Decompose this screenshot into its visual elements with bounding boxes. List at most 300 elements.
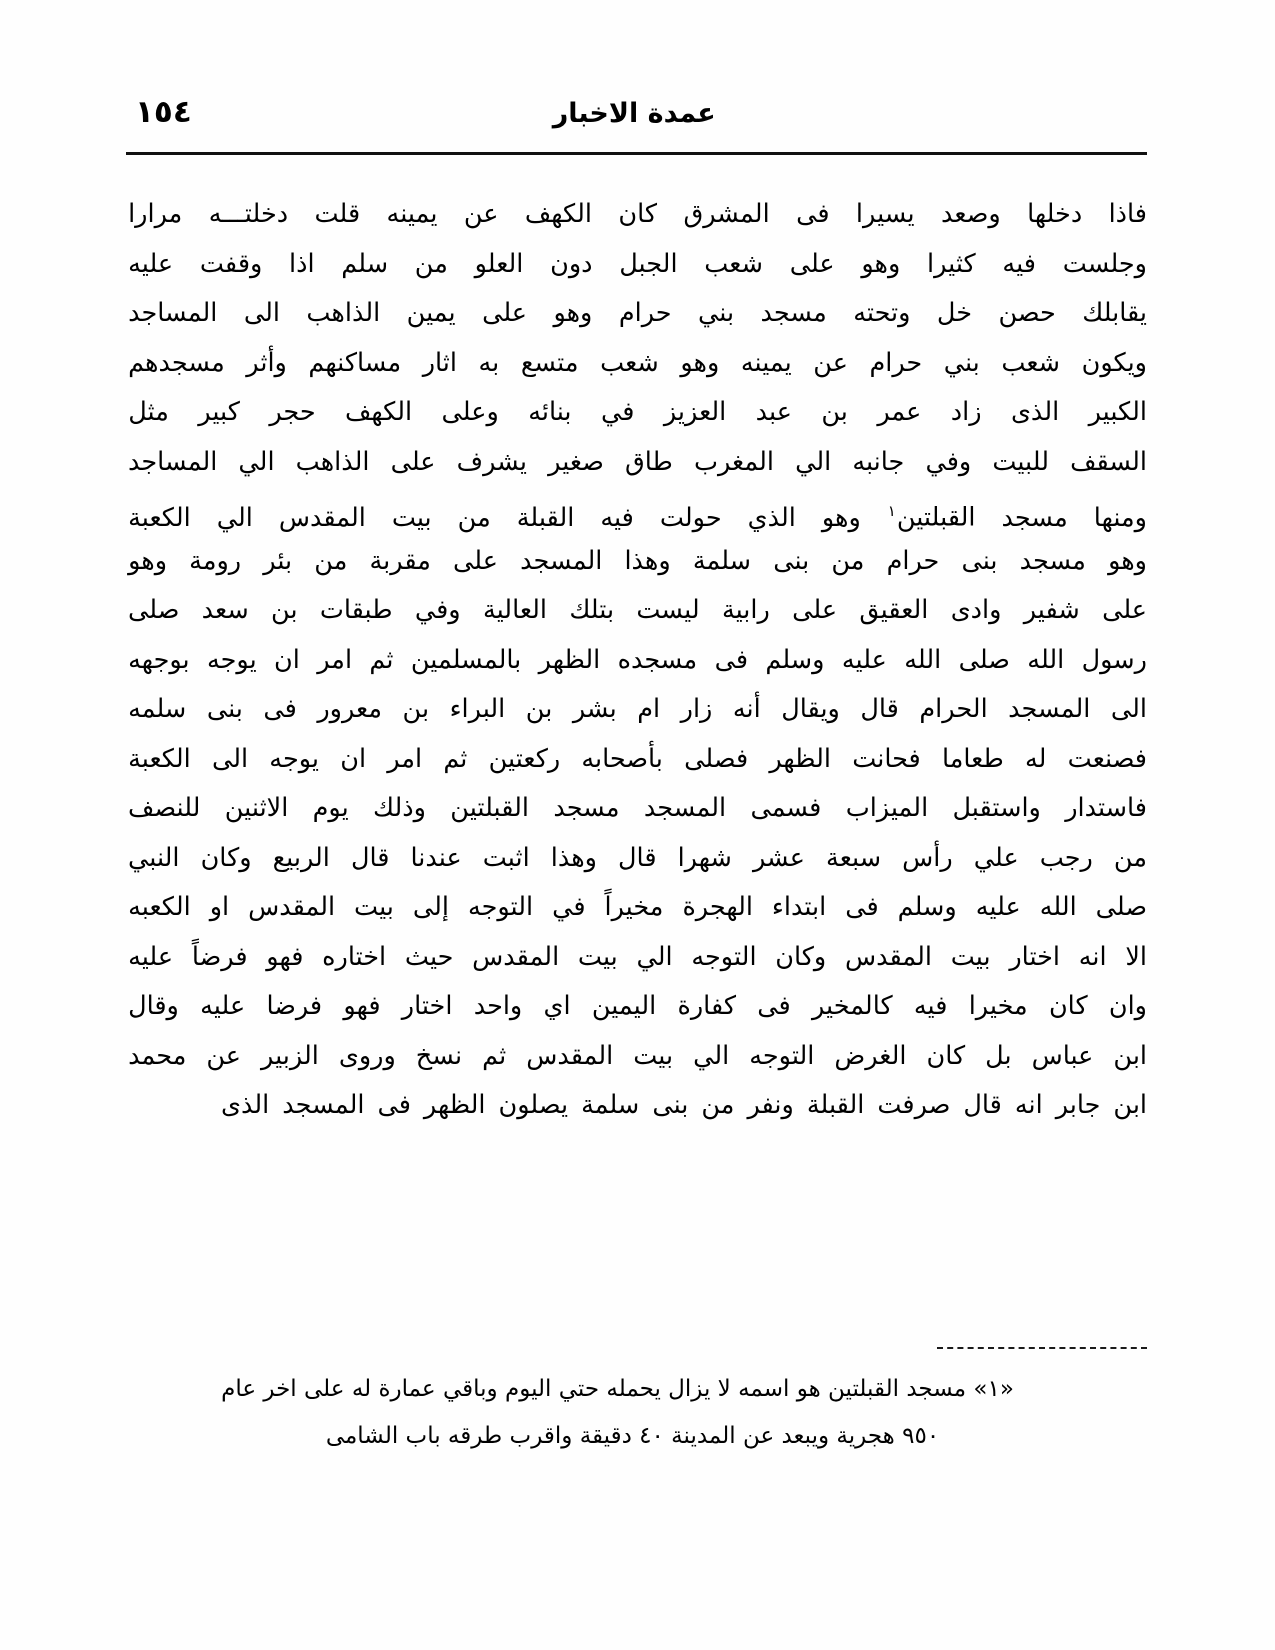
body-word: بشر (572, 694, 617, 724)
body-word: مسجد (1019, 545, 1086, 576)
body-word: له (1024, 743, 1047, 774)
footnote-line (128, 1366, 1147, 1413)
body-word: يمين (406, 298, 456, 328)
body-text-block (128, 190, 1147, 1131)
body-word: سلم (341, 248, 389, 279)
body-word: او (209, 892, 230, 922)
body-word: مسجد (1001, 502, 1068, 533)
body-word: المساجد (128, 446, 218, 477)
body-word: إلى (412, 892, 449, 922)
body-word: وتحته (853, 298, 911, 328)
body-word: رسول (1081, 644, 1147, 675)
body-word: بتلك (569, 595, 615, 625)
body-word: بن (821, 397, 848, 427)
body-word: من (1113, 842, 1147, 873)
body-word: فصلى (684, 743, 749, 774)
body-line (128, 933, 1147, 983)
body-word: عشر (752, 842, 805, 873)
body-word: شهرا (677, 842, 732, 873)
body-word: مقربة (369, 545, 431, 576)
body-word: حيث (404, 941, 454, 972)
body-word: وهو (680, 347, 720, 378)
body-word: بنى (773, 545, 810, 576)
body-word: امر (317, 644, 353, 675)
body-line (128, 586, 1147, 636)
body-word: النبي (128, 842, 180, 873)
body-word: دون (550, 248, 593, 279)
body-word: اختار (1009, 941, 1060, 972)
body-word: العلو (474, 248, 524, 279)
body-word: للبيت (992, 446, 1049, 477)
body-word: متسع (520, 347, 579, 378)
body-word: اليمين (591, 991, 657, 1021)
body-word: اختاره (322, 941, 387, 972)
body-word: الى (211, 743, 249, 774)
body-word: جابر (1055, 1090, 1101, 1120)
body-word: مثل (128, 397, 169, 427)
body-word: يوجه (206, 644, 257, 675)
body-word: على (1102, 595, 1147, 625)
body-word: بيت (950, 941, 991, 972)
body-word: بيت (391, 502, 432, 533)
body-word: وهو (1108, 545, 1147, 576)
body-word: اثبت (482, 842, 530, 873)
body-word: وكان (200, 842, 252, 873)
body-word: يشرف (456, 446, 527, 477)
body-word: سلمة (692, 545, 752, 576)
body-word: علي (973, 842, 1019, 873)
body-word: بني (698, 298, 735, 328)
body-word: امر (387, 743, 423, 774)
body-word: بل (985, 1040, 1012, 1071)
body-word: التوجه (467, 892, 534, 922)
body-word: فاذا (1108, 199, 1147, 229)
body-line (128, 636, 1147, 686)
body-word: قال (963, 1090, 1002, 1120)
body-word: العزيز (663, 397, 727, 427)
body-word: الربيع (272, 842, 330, 873)
body-word: الله (1027, 644, 1065, 675)
body-word: سلمة (581, 1090, 640, 1120)
body-word: وسلم (897, 892, 957, 922)
body-word: اي (543, 991, 571, 1021)
body-word: الظهر (769, 743, 831, 774)
body-word: بني (943, 347, 980, 378)
body-word: زار (680, 694, 713, 724)
body-word: الغرض (834, 1040, 907, 1071)
body-word: الي (238, 446, 275, 477)
body-word: البراء (449, 694, 506, 724)
body-word: الي (636, 941, 673, 972)
body-word: المسجد (1008, 694, 1091, 724)
body-word: دخلها (1027, 199, 1083, 229)
body-word: القبلتين$^١$ (887, 502, 976, 533)
body-word: محمد (128, 1040, 187, 1071)
body-word: الكهف (345, 397, 413, 427)
body-line (128, 1032, 1147, 1082)
body-word: ركعتين (488, 743, 561, 774)
body-word: رأس (902, 842, 953, 873)
body-word: المقدس (845, 941, 933, 972)
body-word: اثار (422, 347, 457, 378)
body-word: ليست (636, 595, 700, 625)
body-word: فحانت (852, 743, 921, 774)
body-word: ومنها (1093, 502, 1147, 533)
body-word: بيت (633, 1040, 674, 1071)
body-word: الهجرة (682, 892, 753, 922)
body-word: كان (1048, 991, 1088, 1021)
body-word: بيت (354, 892, 394, 922)
body-word: الى (243, 298, 280, 328)
body-word: الله (904, 644, 942, 675)
footnote-line (128, 1413, 1147, 1460)
page-header (125, 96, 1150, 148)
body-word: حرام (886, 545, 940, 576)
body-word: انه (1078, 941, 1107, 972)
body-word: الي (216, 502, 253, 533)
header-divider-rule (126, 152, 1147, 155)
body-word: عندنا (410, 842, 462, 873)
page-header-inner (125, 96, 1150, 148)
body-word: وقال (128, 991, 179, 1021)
body-word: رومة (189, 545, 242, 576)
body-word: وسلم (765, 644, 825, 675)
body-word: وادى (950, 595, 1002, 625)
body-word: ثم (443, 743, 468, 774)
body-word: فيه (1002, 248, 1036, 279)
body-word: فرضا (266, 991, 323, 1021)
body-word: سبعة (826, 842, 882, 873)
body-word: طعاما (941, 743, 1004, 774)
body-word: من (457, 502, 491, 533)
body-word: ام (637, 694, 661, 724)
body-word: ثم (482, 1040, 507, 1071)
body-word: القبلتين (450, 793, 529, 823)
body-word: بيت (577, 941, 618, 972)
body-word: عليه (128, 941, 174, 972)
body-word: فى (845, 892, 879, 922)
body-word: حرام (869, 347, 923, 378)
body-word: من (701, 1090, 735, 1120)
body-word: الكعبة (128, 743, 191, 774)
body-word: بأصحابه (581, 743, 663, 774)
body-word: ابن (1113, 1090, 1147, 1120)
body-word: فهو (343, 991, 381, 1021)
body-word: فى (377, 1090, 411, 1120)
body-line (128, 982, 1147, 1032)
body-word: مساكنهم (308, 347, 402, 378)
body-word: عباس (1031, 1040, 1094, 1071)
body-word: الله (1039, 892, 1077, 922)
body-word: من (414, 248, 448, 279)
body-word: دخلتـــه (208, 199, 289, 229)
body-word: الكهف (524, 199, 592, 229)
body-word: سعد (201, 595, 249, 625)
body-word: وان (1108, 991, 1147, 1021)
body-word: فى (757, 991, 791, 1021)
body-word: وكان (775, 941, 827, 972)
body-word: يوم (312, 793, 349, 823)
body-word: حصن (998, 298, 1056, 328)
body-word: فى (796, 199, 830, 229)
body-word: كان (618, 199, 658, 229)
body-word: الميزاب (845, 793, 929, 823)
body-word: من (314, 545, 348, 576)
footnote-block (128, 1366, 1147, 1460)
book-title: عمدة الاخبار (552, 98, 716, 129)
body-word: بن (525, 694, 553, 724)
body-word: الكعبة (128, 502, 191, 533)
footnote-text: ٩٥٠ هجرية ويبعد عن المدينة ٤٠ دقيقة واقرب طرقه باب الشامى (325, 1423, 940, 1449)
body-word: طاق (624, 446, 673, 477)
body-word: وهذا (624, 545, 671, 576)
body-word: فى (263, 694, 297, 724)
body-word: صلى (128, 595, 180, 625)
body-word: انه (1014, 1090, 1043, 1120)
page-number: ١٥٤ (135, 94, 192, 130)
body-word: رجب (1039, 842, 1093, 873)
body-word: مسجد (760, 298, 827, 328)
body-line (128, 438, 1147, 488)
body-word: اختار (401, 991, 453, 1021)
body-word: فصنعت (1067, 743, 1147, 774)
body-word: حرام (618, 298, 672, 328)
footnote-reference: ١ (887, 502, 896, 520)
body-word: العالية (482, 595, 547, 625)
body-word: وعلى (441, 397, 499, 427)
body-word: زاد (950, 397, 982, 427)
body-word: على (482, 298, 527, 328)
body-word: المقدس (472, 941, 560, 972)
body-word: المغرب (693, 446, 774, 477)
body-word: ويقال (781, 694, 840, 724)
body-word: به (478, 347, 500, 378)
body-word: سلمه (128, 694, 187, 724)
footnote-text: «١» مسجد القبلتين هو اسمه لا يزال يحمله حتي اليوم وباقي عمارة له على اخر عام (221, 1376, 1014, 1402)
body-word: وذلك (373, 793, 426, 823)
body-word: يسيرا (855, 199, 915, 229)
body-word: في (600, 397, 635, 427)
body-word: وهو (821, 502, 861, 533)
body-word: التوجه (749, 1040, 815, 1071)
body-word: الذى (221, 1090, 270, 1120)
body-word: على (789, 248, 835, 279)
body-word: يوجه (269, 743, 320, 774)
body-word: الى (1110, 694, 1147, 724)
body-word: عليه (200, 991, 246, 1021)
body-line (128, 685, 1147, 735)
body-word: المقدس (278, 502, 366, 533)
body-word: المشرق (683, 199, 770, 229)
body-word: يمينه (740, 347, 792, 378)
body-word: عليه (128, 248, 174, 279)
body-line (128, 289, 1147, 339)
body-word: كان (926, 1040, 966, 1071)
body-word: السقف (1070, 446, 1147, 477)
body-word: على (792, 595, 838, 625)
body-line (128, 487, 1147, 537)
body-word: ثم (369, 644, 394, 675)
body-word: وأثر (246, 347, 287, 378)
body-word: كفارة (677, 991, 736, 1021)
body-word: المسجد (643, 793, 727, 823)
body-word: الظهر (423, 1090, 486, 1120)
body-word: عليه (841, 644, 887, 675)
body-word: حجر (269, 397, 316, 427)
body-word: واستقبل (952, 793, 1041, 823)
body-word: صلى (1095, 892, 1147, 922)
body-word: طبقات (319, 595, 393, 625)
body-word: كالمخير (811, 991, 893, 1021)
body-line (128, 883, 1147, 933)
body-word: بن (402, 694, 430, 724)
body-word: مخيراً (604, 892, 664, 922)
body-word: مسجده (617, 644, 698, 675)
body-word: نسخ (415, 1040, 463, 1071)
body-word: بنائه (528, 397, 572, 427)
body-line (128, 784, 1147, 834)
body-word: مرارا (128, 199, 183, 229)
body-word: ابتداء (771, 892, 827, 922)
body-word: المقدس (248, 892, 336, 922)
body-word: على (453, 545, 498, 576)
body-word: قال (860, 694, 899, 724)
body-word: شفير (1023, 595, 1080, 625)
body-word: وهذا (550, 842, 597, 873)
body-word: وهو (128, 545, 168, 576)
body-word: قال (618, 842, 657, 873)
body-word: للنصف (128, 793, 201, 823)
body-word: كبير (198, 397, 240, 427)
body-word: شعب (1001, 347, 1061, 378)
body-word: وروى (338, 1040, 396, 1071)
footnote-separator-rule (937, 1347, 1147, 1349)
body-word: يصلون (498, 1090, 569, 1120)
body-line (128, 190, 1147, 240)
body-word: الي (795, 446, 832, 477)
body-word: وقفت (199, 248, 263, 279)
body-word: الي (693, 1040, 730, 1071)
body-word: حولت (659, 502, 722, 533)
body-word: بالمسلمين (410, 644, 522, 675)
body-word: بنى (206, 694, 243, 724)
body-word: الذاهب (306, 298, 381, 328)
body-word: ان (340, 743, 367, 774)
body-word: الجبل (619, 248, 678, 279)
body-word: فاستدار (1065, 793, 1147, 823)
body-word: فى (714, 644, 749, 675)
body-word: القبلة (806, 1090, 865, 1120)
body-word: اذا (289, 248, 315, 279)
body-word: بئر (263, 545, 293, 576)
body-word: أنه (732, 694, 761, 724)
body-word: وهو (553, 298, 593, 328)
body-word: الزبير (261, 1040, 319, 1071)
body-line (128, 735, 1147, 785)
body-word: على (390, 446, 436, 477)
body-word: فيه (913, 991, 948, 1021)
body-word: عبد (755, 397, 792, 427)
body-word: جانبه (852, 446, 905, 477)
body-word: العقيق (859, 595, 929, 625)
body-word: صرفت (877, 1090, 951, 1120)
body-word: فرضاً (191, 941, 248, 972)
body-word: قلت (314, 199, 361, 229)
body-word: عن (206, 1040, 242, 1071)
body-word: من (831, 545, 865, 576)
body-word: فسمى (750, 793, 822, 823)
body-word: مسجدهم (128, 347, 225, 378)
body-word: ويكون (1081, 347, 1147, 378)
body-word: الظهر (538, 644, 601, 675)
body-line (128, 240, 1147, 290)
body-word: كثيرا (927, 248, 976, 279)
body-word: رابية (721, 595, 770, 625)
body-word: مخيرا (968, 991, 1028, 1021)
body-word: صلى (958, 644, 1010, 675)
body-word: خل (936, 298, 972, 328)
body-word: معرور (317, 694, 383, 724)
body-word: عن (463, 199, 499, 229)
body-word: التوجه (691, 941, 757, 972)
body-word: الذاهب (295, 446, 370, 477)
body-word: بوجهه (128, 644, 190, 675)
body-word: شعب (600, 347, 659, 378)
body-word: الذي (747, 502, 796, 533)
body-line (128, 537, 1147, 587)
body-line (128, 388, 1147, 438)
body-word: فهو (266, 941, 304, 972)
body-word: يقابلك (1082, 298, 1147, 328)
body-line (128, 834, 1147, 884)
body-line (128, 339, 1147, 389)
body-word: مسجد (553, 793, 620, 823)
body-word: شعب (704, 248, 763, 279)
body-word: في (552, 892, 586, 922)
body-word: الكعبه (128, 892, 191, 922)
body-word: وصعد (941, 199, 1001, 229)
body-word: المساجد (128, 298, 218, 328)
body-word: الكبير (1088, 397, 1147, 427)
body-word: المقدس (526, 1040, 614, 1071)
body-word: عن (813, 347, 848, 378)
body-word: واحد (473, 991, 523, 1021)
body-word: عليه (975, 892, 1021, 922)
body-word: ونفر (747, 1090, 794, 1120)
body-word: وجلست (1062, 248, 1147, 279)
body-word: ان (274, 644, 300, 675)
body-word: بنى (961, 545, 998, 576)
body-word: يمينه (386, 199, 438, 229)
body-word: فيه (600, 502, 634, 533)
body-word: ابن (1113, 1040, 1147, 1071)
body-word: المسجد (520, 545, 603, 576)
body-word: عمر (877, 397, 922, 427)
body-word: بنى (652, 1090, 689, 1120)
body-word: الا (1125, 941, 1147, 972)
body-word: وهو (861, 248, 901, 279)
body-word: المسجد (282, 1090, 365, 1120)
body-word: الذى (1010, 397, 1060, 427)
body-word: القبلة (516, 502, 575, 533)
body-word: وفي (925, 446, 972, 477)
body-word: قال (350, 842, 390, 873)
body-word: الاثنين (224, 793, 289, 823)
body-word: الحرام (919, 694, 988, 724)
body-word: بن (271, 595, 298, 625)
body-word: صغير (548, 446, 604, 477)
body-line (128, 1081, 1147, 1131)
